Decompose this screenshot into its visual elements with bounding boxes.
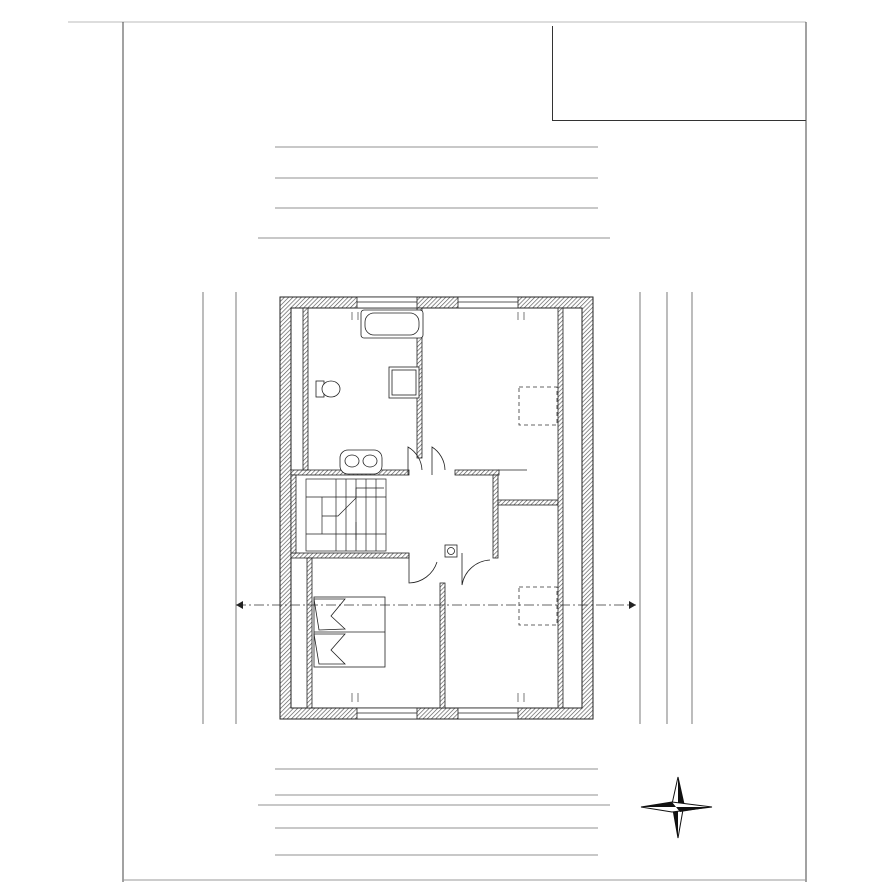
top-dimension-lines	[258, 147, 610, 238]
doors	[408, 447, 527, 585]
double-bed	[314, 597, 385, 667]
bottom-dimension-lines	[258, 769, 610, 855]
sheet-frame	[68, 22, 806, 882]
chimney	[445, 545, 457, 557]
left-dimension-lines	[203, 292, 236, 724]
north-arrow	[641, 777, 712, 838]
skylights	[519, 387, 557, 625]
bathroom-fixtures	[316, 310, 423, 474]
section-line	[236, 601, 636, 609]
right-dimension-lines	[640, 292, 692, 724]
staircase	[306, 479, 386, 551]
